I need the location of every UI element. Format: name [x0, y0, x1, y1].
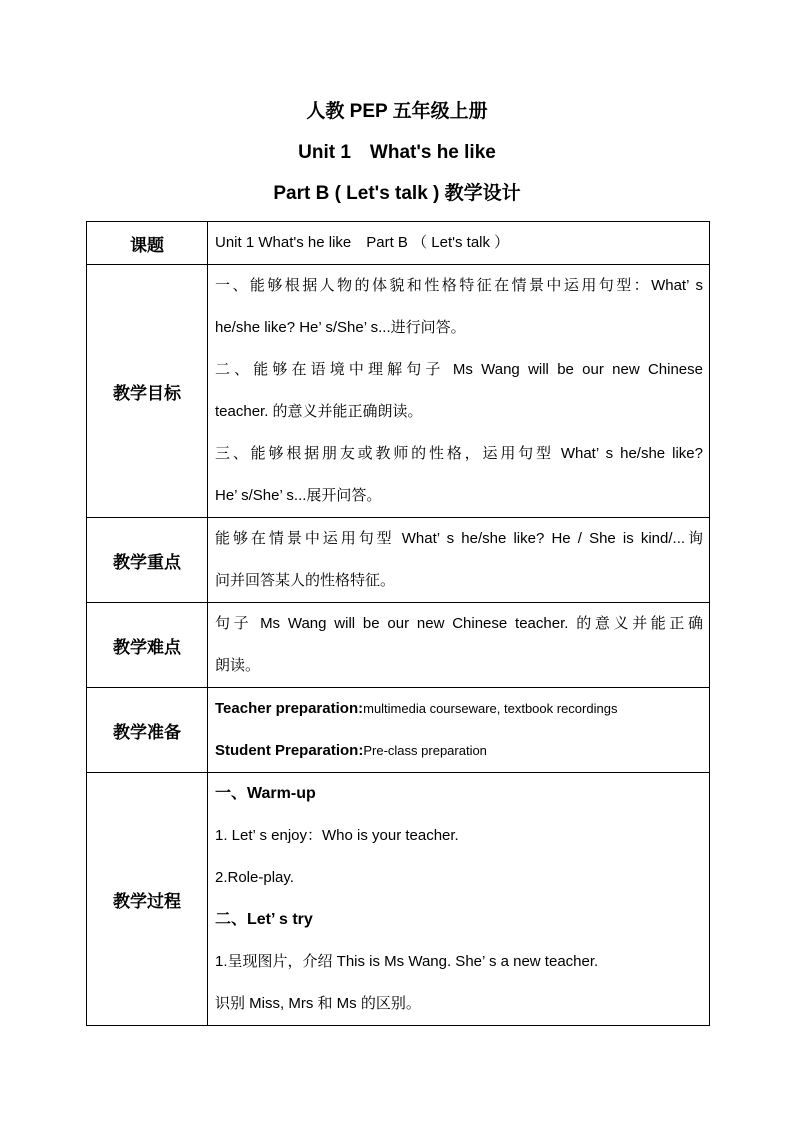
process-content [208, 773, 710, 1026]
objectives-line-4: teacher. 的意义并能正确朗读。 [215, 403, 423, 420]
objectives-line-1: 一、能够根据人物的体貌和性格特征在情景中运用句型：What’ s [215, 277, 703, 294]
process-label: 教学过程 [87, 773, 208, 1026]
topic-content [208, 222, 710, 265]
document-title-unit: Unit 1 What's he like [298, 142, 496, 163]
key-points-line-1: 能够在情景中运用句型 What’ s he/she like? He / She is kind/...询 [215, 530, 703, 547]
row-topic [87, 222, 710, 265]
key-points-label: 教学重点 [87, 518, 208, 603]
difficulties-label: 教学难点 [87, 603, 208, 688]
objectives-content [208, 265, 710, 518]
topic-label: 课题 [87, 222, 208, 265]
lesson-plan-table [86, 221, 710, 1026]
objectives-line-6: He’ s/She’ s...展开问答。 [215, 487, 382, 504]
student-preparation-value: Pre-class preparation [363, 743, 487, 758]
difficulties-line-2: 朗读。 [215, 657, 261, 674]
objectives-line-5: 三、能够根据朋友或教师的性格，运用句型 What’ s he/she like? [215, 445, 703, 462]
row-objectives [87, 265, 710, 518]
objectives-line-3: 二、能够在语境中理解句子 Ms Wang will be our new Chinese [215, 361, 703, 378]
row-key-points [87, 518, 710, 603]
row-preparation [87, 688, 710, 773]
topic-text: Unit 1 What's he like Part B （ Let's talk ） [215, 234, 510, 251]
key-points-line-2: 问并回答某人的性格特征。 [215, 572, 396, 589]
document-title-part: Part B ( Let's talk ) 教学设计 [273, 183, 521, 204]
row-process [87, 773, 710, 1026]
preparation-label: 教学准备 [87, 688, 208, 773]
process-item-present-picture: 1.呈现图片，介绍 This is Ms Wang. She’ s a new teacher. [215, 953, 599, 970]
student-preparation-label: Student Preparation: [215, 742, 364, 759]
teacher-preparation-line [215, 688, 703, 730]
objectives-label: 教学目标 [87, 265, 208, 518]
process-section-lets-try: 二、Let’ s try [215, 911, 313, 928]
document-title-grade: 人教 PEP 五年级上册 [306, 101, 488, 122]
key-points-content [208, 518, 710, 603]
teacher-preparation-label: Teacher preparation: [215, 700, 364, 717]
row-difficulties [87, 603, 710, 688]
objectives-line-2: he/she like? He’ s/She’ s...进行问答。 [215, 319, 466, 336]
document-title-block [0, 100, 794, 223]
process-item-lets-enjoy: 1. Let’ s enjoy：Who is your teacher. [215, 827, 459, 844]
student-preparation-line [215, 730, 703, 772]
process-item-distinguish-titles: 识别 Miss, Mrs 和 Ms 的区别。 [215, 995, 421, 1012]
difficulties-content [208, 603, 710, 688]
teacher-preparation-value: multimedia courseware, textbook recordings [363, 701, 618, 716]
process-item-role-play: 2.Role-play. [215, 869, 294, 886]
difficulties-line-1: 句子 Ms Wang will be our new Chinese teacher. 的意义并能正确 [215, 615, 703, 632]
process-section-warmup: 一、Warm-up [215, 785, 316, 802]
preparation-content [208, 688, 710, 773]
